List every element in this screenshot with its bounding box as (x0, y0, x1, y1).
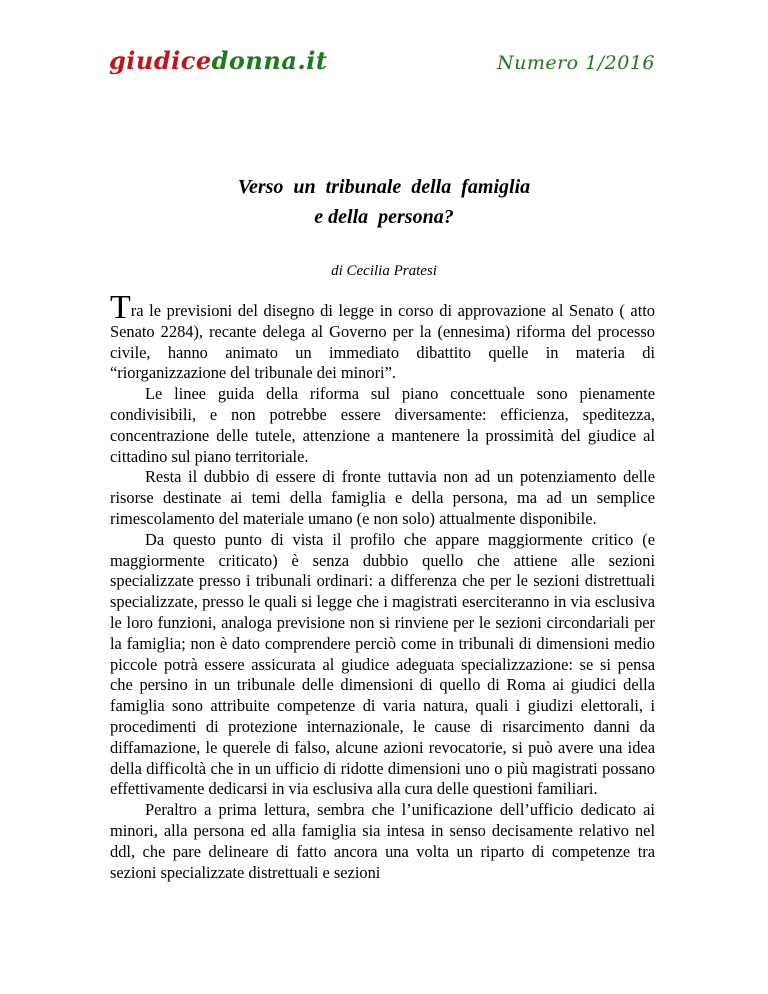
brand-name-part2: donna.it (211, 46, 328, 75)
paragraph-1 (110, 289, 655, 384)
drop-cap: T (110, 289, 131, 326)
paragraph-2: Le linee guida della riforma sul piano concettuale sono pienamente condivisibili, e non potrebbe essere diversamente: efficienza, speditezza, concentrazione delle tutele, attenzione a mantenere la prossimità del giudice al cittadino sul piano territoriale. (110, 384, 655, 466)
paragraph-3: Resta il dubbio di essere di fronte tuttavia non ad un potenziamento delle risorse destinate ai temi della famiglia e della persona, ma ad un semplice rimescolamento del materiale umano (e non solo) attualmente disponibile. (110, 467, 655, 528)
paragraph-4: Da questo punto di vista il profilo che appare maggiormente critico (e maggiormente criticato) è senza dubbio quello che attiene alle sezioni specializzate presso i tribunali ordinari: a differenza che per le sezioni distrettuali specializzate, presso le quali si legge che i magistrati eserciteranno in via esclusiva le loro funzioni, analoga previsione non si rinviene per le sezioni circondariali per la famiglia; non è dato comprendere perciò come in tribunali di dimensioni medio piccole potrà essere assicurata al giudice adeguata specializzazione: se si pensa che persino in un tribunale delle dimensioni di quello di Roma ai giudici della famiglia sono attribuite competenze di varia natura, quali i giudizi elettorali, i procedimenti di protezione internazionale, le cause di risarcimento danni da diffamazione, le querele di falso, alcune azioni revocatorie, si può avere una idea della difficoltà che in un ufficio di ridotte dimensioni uno o più magistrati possano effettivamente dedicarsi in via esclusiva alla cura delle questioni familiari. (110, 529, 655, 799)
article-title (0, 172, 768, 232)
article-author: di Cecilia Pratesi (331, 263, 437, 279)
paragraph-5: Peraltro a prima lettura, sembra che l’unificazione dell’ufficio dedicato ai minori, alla persona ed alla famiglia sia intesa in senso decisamente relativo nel ddl, che pare delineare di fatto ancora una volta un riparto di competenze tra sezioni specializzate distrettuali e sezioni (110, 800, 655, 882)
brand-name-part1: giudice (109, 46, 212, 75)
paragraph-1-text: ra le previsioni del disegno di legge in corso di approvazione al Senato ( atto Senato 2284), recante delega al Governo per la (ennesima) riforma del processo civile, hanno animato un immediato dibattito quelle in materia di “riorganizzazione del tribunale dei minori”. (110, 301, 655, 383)
article-title-line-1: Verso un tribunale della famiglia (237, 176, 531, 198)
issue-number: Numero 1/2016 (496, 52, 655, 74)
article-title-line-2: e della persona? (314, 206, 454, 228)
masthead-brand (109, 46, 327, 75)
article-body (110, 289, 655, 883)
